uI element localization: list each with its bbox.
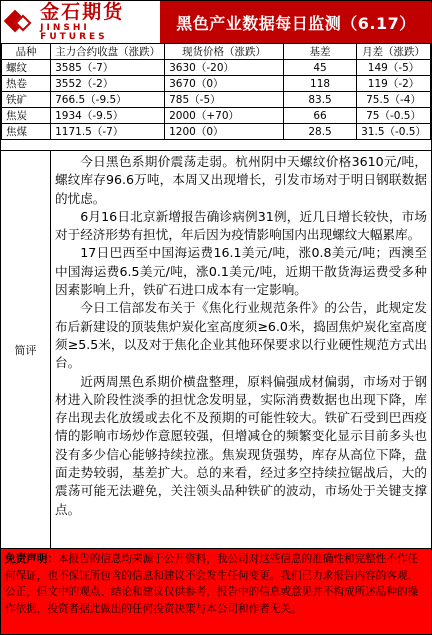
month-spread: 75.5（-4） xyxy=(357,92,431,108)
column-header: 品种 xyxy=(2,44,51,60)
logo-diamond-icon xyxy=(5,7,34,37)
commentary-body xyxy=(51,151,431,548)
company-logo xyxy=(1,1,161,43)
disclaimer xyxy=(1,548,431,634)
commentary-paragraph: 今日黑色系期价震荡走弱。杭州阴中天螺纹价格3610元/吨，螺纹库存96.6万吨，本周又出现增长，引发市场对于明日钢联数据的忧虑。 xyxy=(55,154,427,206)
table-row xyxy=(2,76,431,92)
basis: 118 xyxy=(283,76,356,92)
commentary-label: 简评 xyxy=(1,151,51,548)
basis: 45 xyxy=(283,60,356,76)
futures-close: 3585（-7） xyxy=(51,60,165,76)
futures-close: 766.5（-9.5） xyxy=(51,92,165,108)
spot-price: 3670（0） xyxy=(165,76,284,92)
logo-chinese-name: 金石期货 xyxy=(40,0,125,23)
commodity-name: 热卷 xyxy=(2,76,51,92)
spot-price: 2000（+70） xyxy=(165,108,284,124)
table-row xyxy=(2,124,431,140)
month-spread: 31.5（-0.5） xyxy=(357,124,431,140)
table-header-row xyxy=(2,44,431,60)
spot-price: 785（-5） xyxy=(165,92,284,108)
basis: 66 xyxy=(283,108,356,124)
commentary-paragraph: 近两周黑色系期价横盘整理，原料偏强成材偏弱，市场对于钢材进入阶段性淡季的担忧念发明显，实际消费数据也出现下降，库存出现去化放缓或去化不及预期的可能性较大。铁矿石受到巴西疫情的影响市场炒作意愿较强，但增减仓的频繁变化显示目前多头也没有多少信心能够持续拉涨。焦炭现货强势，库存从高位下降，盘面走势较弱，基差扩大。总的来看，经过多空持续拉锯战后，大的震荡可能无法避免，关注领头品种铁矿的波动，市场处于关键支撑点。 xyxy=(55,373,427,517)
column-header: 现货价格（涨跌） xyxy=(165,44,284,60)
commodity-name: 螺纹 xyxy=(2,60,51,76)
disclaimer-text: 本报告的信息均来源于公开资料，我公司对这些信息的准确性和完整性不作任何保证，也不保证所包含的信息和建议不会发生任何变更。我们已力求报告内容的客观、公正，但文中的观点、结论和建议仅供参考，报告中的信息或意见并不构成所述品种的操作依据，投资者据此做出的任何投资决策与本公司和作者无关。 xyxy=(5,553,419,615)
month-spread: 149（-5） xyxy=(357,60,431,76)
report-title: 黑色产业数据每日监测（6.17） xyxy=(176,13,416,33)
commodity-name: 焦煤 xyxy=(2,124,51,140)
report-header xyxy=(1,1,431,43)
spot-price: 1200（0） xyxy=(165,124,284,140)
commodity-name: 铁矿 xyxy=(2,92,51,108)
futures-close: 1171.5（-7） xyxy=(51,124,165,140)
logo-english-name: JINSHI FUTURES xyxy=(40,22,108,42)
disclaimer-label: 免责声明： xyxy=(5,553,58,565)
month-spread: 119（-2） xyxy=(357,76,431,92)
column-header: 月差（涨跌） xyxy=(357,44,431,60)
commentary-section xyxy=(1,150,431,548)
futures-close: 1934（-9.5） xyxy=(51,108,165,124)
basis: 28.5 xyxy=(283,124,356,140)
spot-price: 3630（-20） xyxy=(165,60,284,76)
column-header: 基差 xyxy=(283,44,356,60)
futures-close: 3552（-2） xyxy=(51,76,165,92)
commentary-paragraph: 6月16日北京新增报告确诊病例31例，近几日增长较快，市场对于经济形势有担忧，年后因为疫情影响国内出现螺纹大幅累库。 xyxy=(55,208,427,243)
price-table xyxy=(1,43,431,140)
commodity-name: 焦炭 xyxy=(2,108,51,124)
column-header: 主力合约收盘（涨跌） xyxy=(51,44,165,60)
basis: 83.5 xyxy=(283,92,356,108)
month-spread: 75（-0.5） xyxy=(357,108,431,124)
commentary-paragraph: 17日巴西至中国海运费16.1美元/吨，涨0.8美元/吨；西澳至中国海运费6.5美元/吨，涨0.1美元/吨，近期干散货海运费受多种因素影响上升，铁矿石进口成本有一定影响。 xyxy=(55,245,427,298)
table-row xyxy=(2,60,431,76)
table-row xyxy=(2,108,431,124)
commentary-paragraph: 今日工信部发布关于《焦化行业规范条件》的公告，此规定发布后新建设的顶装焦炉炭化室高度须≥6.0米，捣固焦炉炭化室高度须≥5.5米，以及对于焦化企业其他环保要求以行业硬性规范方式出台。 xyxy=(55,300,427,371)
table-row xyxy=(2,92,431,108)
